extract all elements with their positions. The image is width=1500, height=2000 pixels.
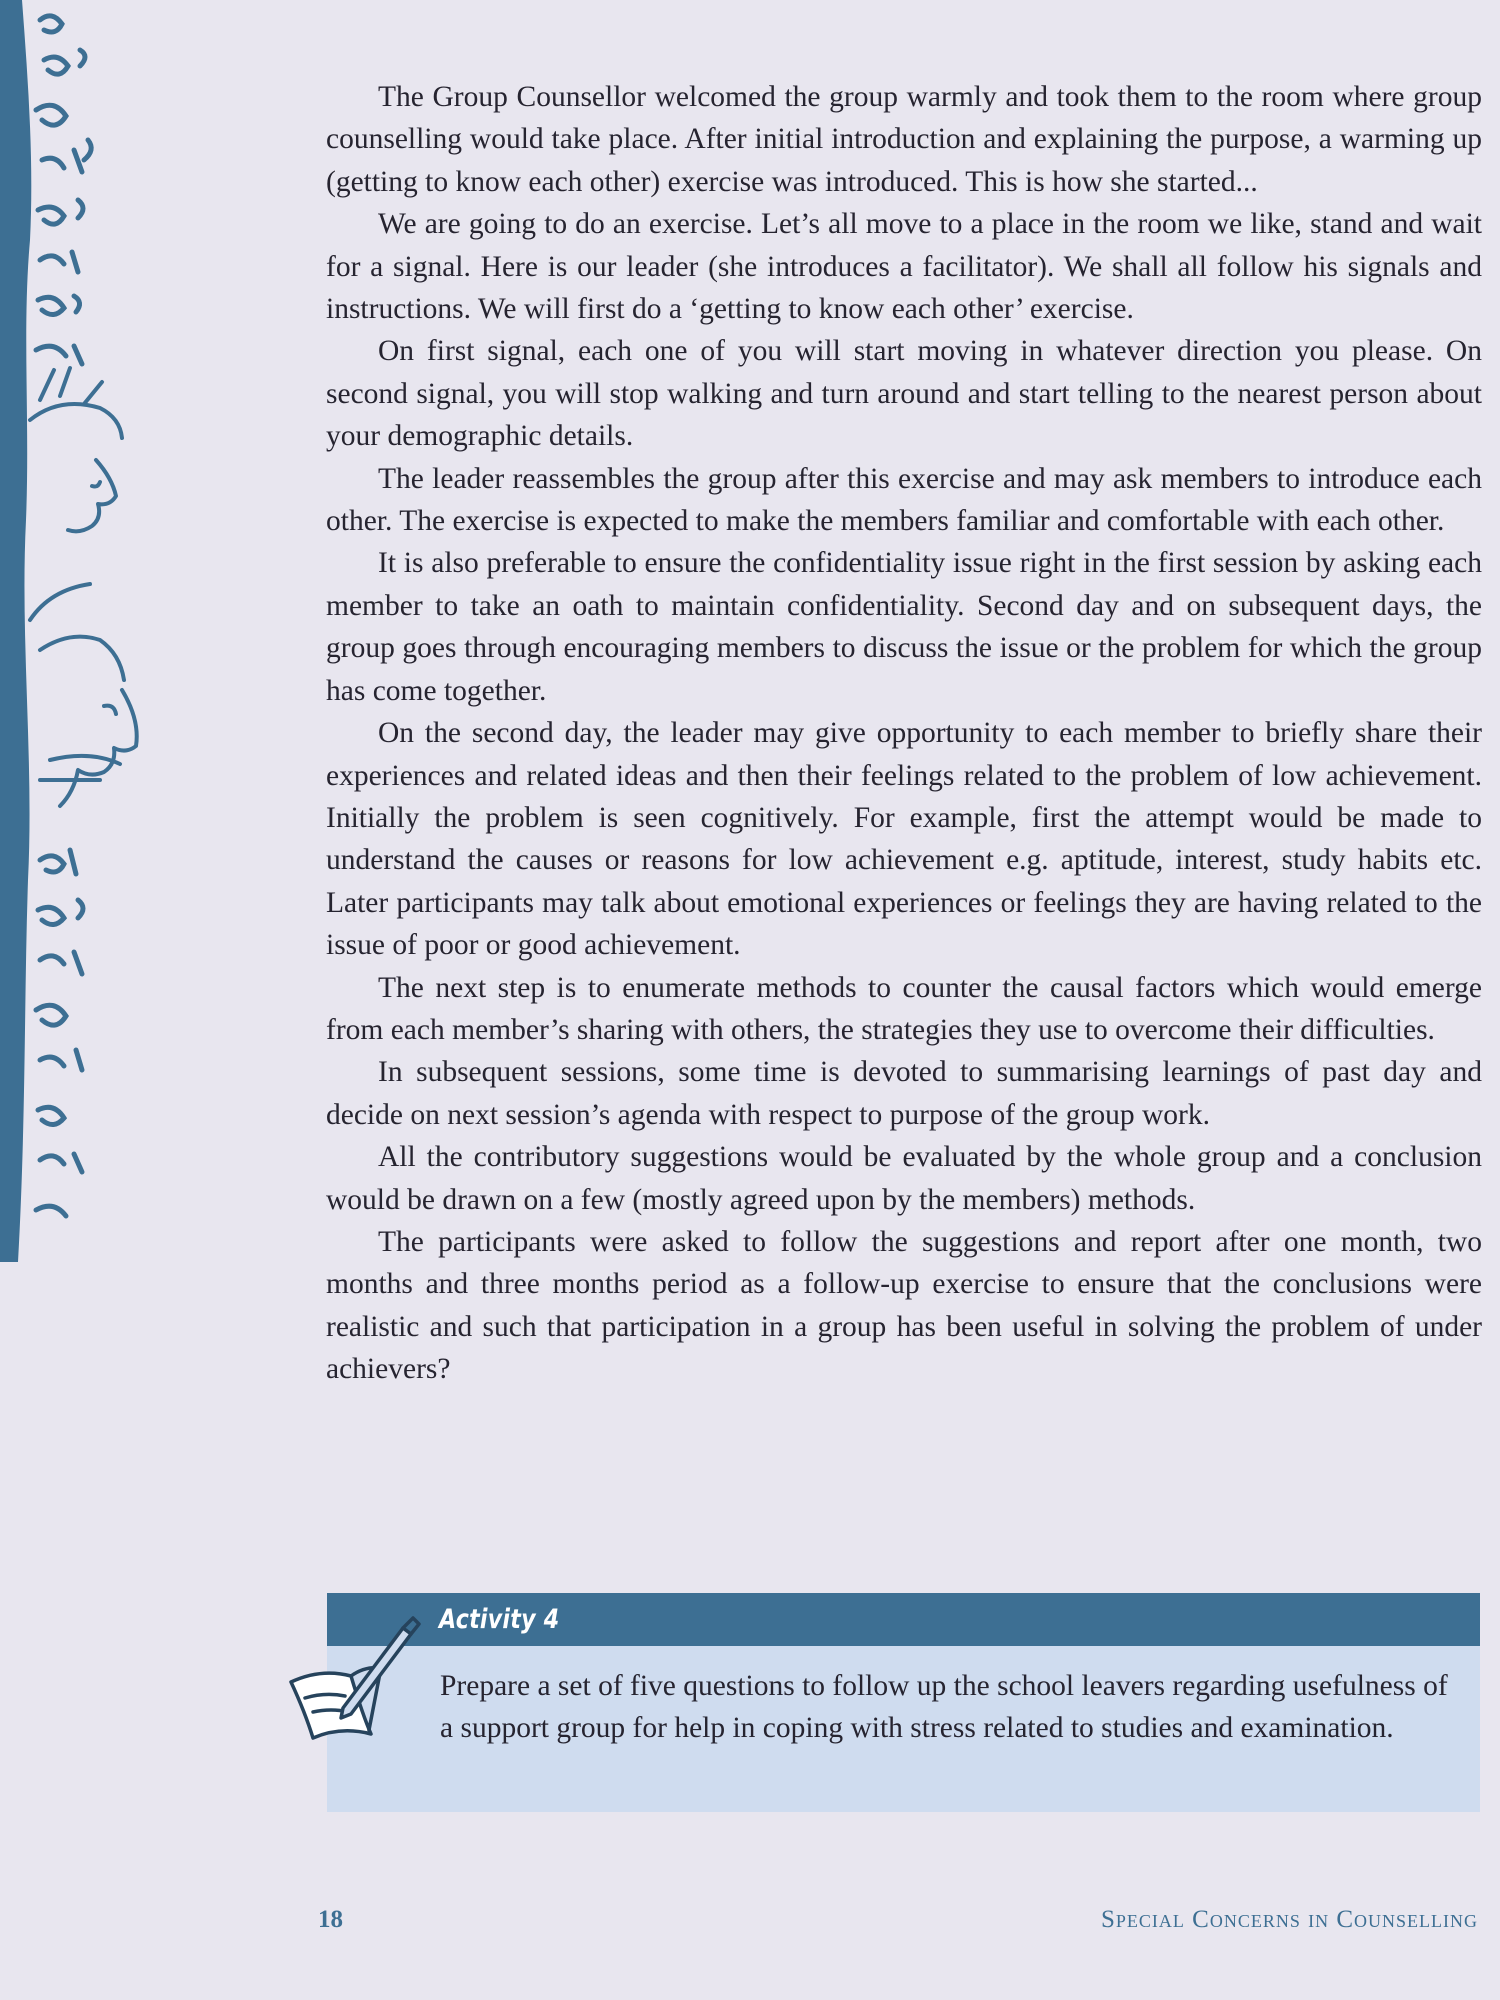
- paragraph: All the contributory suggestions would be evaluated by the whole group and a conclusion would be drawn on a few (mostly agreed upon by the members) methods.: [326, 1141, 1482, 1216]
- paragraph: The next step is to enumerate methods to counter the causal factors which would emerge from each member’s sharing with others, the strategies they use to overcome their difficulties.: [326, 971, 1482, 1046]
- decorative-border-illustration: [0, 0, 175, 1270]
- paragraph: On first signal, each one of you will start moving in whatever direction you please. On second signal, you will stop walking and turn around and start telling to the nearest person about your demographic details.: [326, 335, 1482, 453]
- paragraph: The leader reassembles the group after this exercise and may ask members to introduce each other. The exercise is expected to make the members familiar and comfortable with each other.: [326, 462, 1482, 538]
- paragraph: It is also preferable to ensure the confidentiality issue right in the first session by asking each member to take an oath to maintain confidentiality. Second day and on subsequent days, the group goes through encouraging members to discuss the issue or the problem for which the group has come together.: [326, 547, 1482, 707]
- paragraph: On the second day, the leader may give opportunity to each member to briefly share their experiences and related ideas and then their feelings related to the problem of low achievement. Initially the problem is seen cognitively. For example, first the attempt would be made to understand the causes or reasons for low achievement e.g. aptitude, interest, study habits etc. Later participants may talk about emotional experiences or feelings they are having related to the issue of poor or good achievement.: [326, 717, 1482, 962]
- pen-and-paper-icon: [285, 1612, 435, 1752]
- running-footer-title: Special Concerns in Counselling: [1101, 1906, 1478, 1933]
- activity-header: [327, 1593, 1480, 1646]
- activity-title: Activity 4: [439, 1604, 560, 1635]
- paragraph: We are going to do an exercise. Let’s all move to a place in the room we like, stand and wait for a signal. Here is our leader (she introduces a facilitator). We shall all follow his signals and instructions. We will first do a ‘getting to know each other’ exercise.: [326, 208, 1482, 326]
- activity-box: [327, 1593, 1480, 1812]
- paragraph: The participants were asked to follow the suggestions and report after one month, two months and three months period as a follow-up exercise to ensure that the conclusions were realistic and such that participation in a group has been useful in solving the problem of under achievers?: [326, 1225, 1482, 1386]
- page-number: 18: [318, 1906, 343, 1933]
- paragraph: The Group Counsellor welcomed the group warmly and took them to the room where group counselling would take place. After initial introduction and explaining the purpose, a warming up (getting to know each other) exercise was introduced. This is how she started...: [326, 81, 1482, 198]
- body-text: [326, 76, 1482, 1391]
- activity-text: Prepare a set of five questions to follow up the school leavers regarding usefulness of a support group for help in coping with stress related to studies and examination.: [440, 1670, 1448, 1744]
- paragraph: In subsequent sessions, some time is devoted to summarising learnings of past day and decide on next session’s agenda with respect to purpose of the group work.: [326, 1056, 1482, 1131]
